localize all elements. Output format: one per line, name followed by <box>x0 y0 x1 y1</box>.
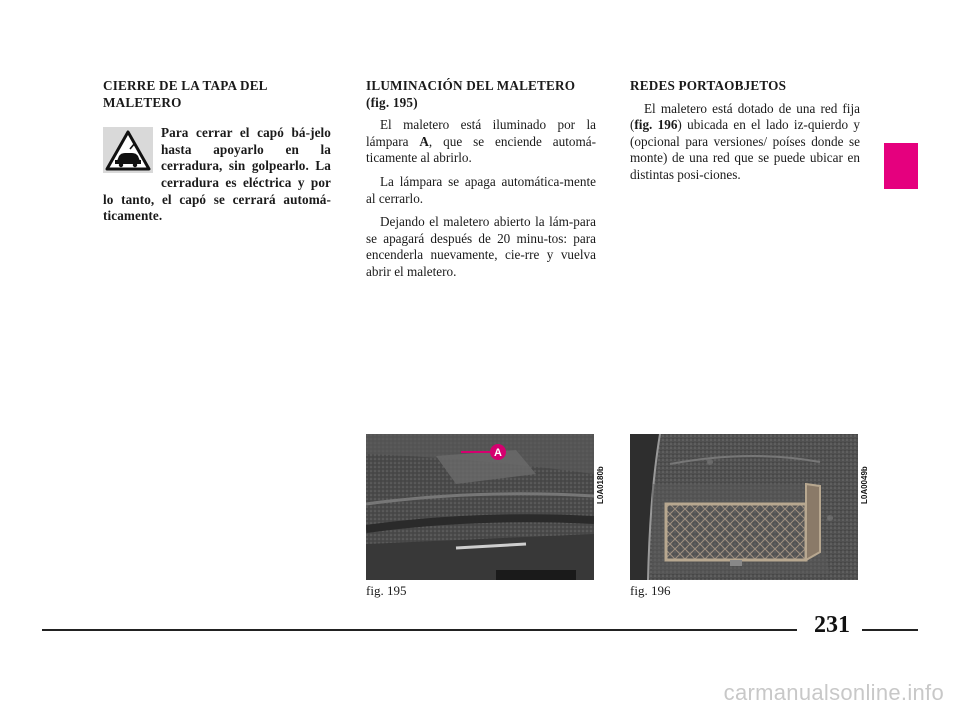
warning-triangle-car-icon <box>103 127 153 173</box>
heading-ref-close: ) <box>413 94 418 110</box>
p1-part-c: , que se enciende automá-ticamente al abrirlo. <box>366 133 596 166</box>
p1-lamp-ref: A <box>419 133 429 149</box>
trunk-net-illustration <box>630 434 858 580</box>
heading-trunk-lighting-text: ILUMINACIÓN DEL MALETERO <box>366 78 576 93</box>
heading-storage-nets: REDES PORTAOBJETOS <box>630 78 787 93</box>
heading-fig-ref: fig. 195 <box>370 94 414 110</box>
column-trunk-lighting <box>366 78 596 288</box>
heading-closing-trunk: CIERRE DE LA TAPA DEL MALETERO <box>103 78 267 110</box>
warning-text: Para cerrar el capó bá-jelo hasta apoyarlo en la cerradura, sin golpearlo. La cerradura es eléctrica y por lo tanto, el capó se cerrará automá-ticamente. <box>103 125 331 224</box>
paragraph-lighting-2: La lámpara se apaga automática-mente al cerrarlo. <box>366 173 596 206</box>
section-color-tab <box>884 143 918 189</box>
nets-part-c: ) ubicada en el lado iz-quierdo y (opcional para versiones/ poíses donde se monte) de una red que se puede ubicar en distintas posi-ciones. <box>630 117 860 182</box>
figure-196-photo <box>630 434 858 580</box>
figure-195-photo <box>366 434 594 580</box>
page-number: 231 <box>814 612 850 638</box>
site-watermark: carmanualsonline.info <box>723 680 944 705</box>
lamp-label-A: A <box>494 447 502 459</box>
column-storage-nets <box>630 78 860 191</box>
column-closing-trunk <box>103 78 331 225</box>
footer-rule-left <box>42 629 797 631</box>
figure-196-caption: fig. 196 <box>630 583 671 598</box>
figure-195-code: L0A0180b <box>596 466 605 504</box>
footer-rule-right <box>862 629 918 631</box>
figure-196-code: L0A0049b <box>860 466 869 504</box>
nets-fig-ref: fig. 196 <box>634 117 678 133</box>
trunk-lid-lamp-illustration <box>366 434 594 580</box>
paragraph-lighting-3: Dejando el maletero abierto la lám-para se apagará después de 20 minu-tos: para encenderla nuevamente, cie-rre y vuelva abrir el maletero. <box>366 214 596 279</box>
figure-195-caption: fig. 195 <box>366 583 407 598</box>
heading-trunk-lighting <box>366 78 596 111</box>
nets-part-a: El maletero está dotado de una red fija ( <box>630 100 860 133</box>
paragraph-nets-1 <box>630 101 860 184</box>
paragraph-lighting-1 <box>366 117 596 167</box>
heading-ref-open: ( <box>366 94 371 110</box>
p1-part-a: El maletero está iluminado por la lámpara <box>366 117 596 149</box>
warning-block <box>103 125 331 225</box>
